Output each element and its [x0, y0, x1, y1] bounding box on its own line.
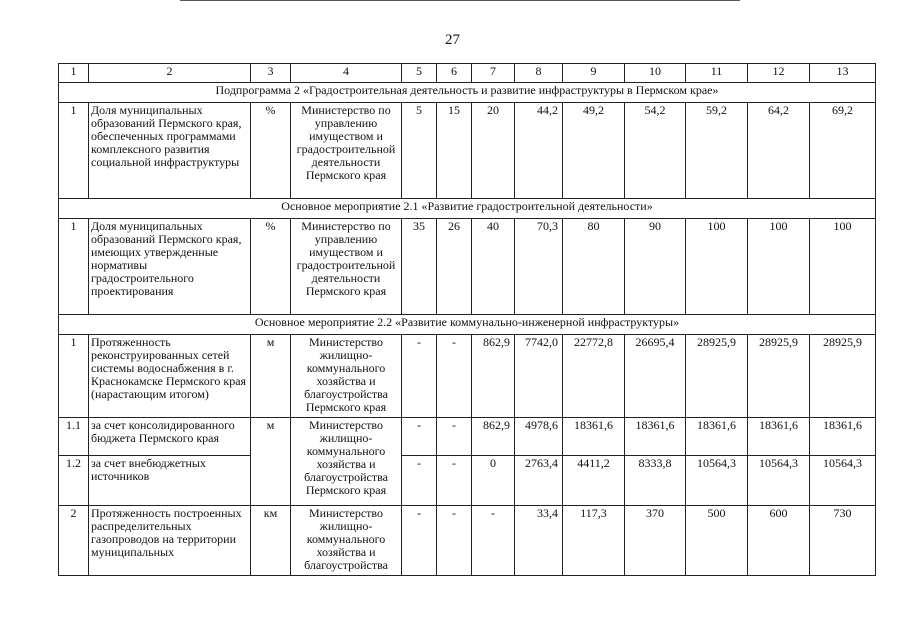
value-cell: -: [402, 506, 437, 576]
value-cell: 10564,3: [810, 456, 876, 506]
value-cell: -: [402, 418, 437, 456]
value-cell: 28925,9: [810, 335, 876, 418]
column-header: 11: [686, 64, 748, 83]
value-cell: 80: [563, 219, 625, 315]
indicator-name: Доля муниципальных образований Пермского края, обеспеченных программами комплексного развития социальной инфраструктуры: [89, 103, 251, 199]
value-cell: 15: [437, 103, 472, 199]
section-row: [59, 199, 876, 219]
indicator-name: за счет консолидированного бюджета Пермского края: [89, 418, 251, 456]
value-cell: -: [437, 456, 472, 506]
value-cell: 0: [472, 456, 515, 506]
value-cell: 28925,9: [748, 335, 810, 418]
value-cell: 90: [625, 219, 686, 315]
value-cell: 2763,4: [515, 456, 563, 506]
value-cell: 70,3: [515, 219, 563, 315]
table-row: [59, 506, 876, 576]
column-header: 10: [625, 64, 686, 83]
column-header: 5: [402, 64, 437, 83]
value-cell: 49,2: [563, 103, 625, 199]
value-cell: 100: [686, 219, 748, 315]
responsible-org: Министерство жилищно-коммунального хозяйства и благоустройства Пермского края: [291, 418, 402, 506]
indicator-name: за счет внебюджетных источников: [89, 456, 251, 506]
column-header-row: [59, 64, 876, 83]
column-header: 13: [810, 64, 876, 83]
section-row: [59, 83, 876, 103]
value-cell: 20: [472, 103, 515, 199]
value-cell: 4411,2: [563, 456, 625, 506]
table-row: [59, 103, 876, 199]
value-cell: 18361,6: [625, 418, 686, 456]
value-cell: 69,2: [810, 103, 876, 199]
column-header: 8: [515, 64, 563, 83]
row-number: 1: [59, 335, 89, 418]
section-title-subprogram-2: Подпрограмма 2 «Градостроительная деятельность и развитие инфраструктуры в Пермском крае»: [59, 83, 876, 103]
unit: %: [251, 103, 291, 199]
value-cell: 18361,6: [563, 418, 625, 456]
responsible-org: Министерство по управлению имуществом и градостроительной деятельности Пермского края: [291, 219, 402, 315]
value-cell: -: [437, 418, 472, 456]
value-cell: 4978,6: [515, 418, 563, 456]
row-number: 1.2: [59, 456, 89, 506]
value-cell: 100: [748, 219, 810, 315]
value-cell: 730: [810, 506, 876, 576]
value-cell: -: [472, 506, 515, 576]
responsible-org: Министерство жилищно-коммунального хозяйства и благоустройства Пермского края: [291, 335, 402, 418]
column-header: 9: [563, 64, 625, 83]
value-cell: 8333,8: [625, 456, 686, 506]
value-cell: 40: [472, 219, 515, 315]
row-number: 2: [59, 506, 89, 576]
table-row: [59, 335, 876, 418]
section-title-activity-2-1: Основное мероприятие 2.1 «Развитие градостроительной деятельности»: [59, 199, 876, 219]
row-number: 1.1: [59, 418, 89, 456]
value-cell: 33,4: [515, 506, 563, 576]
column-header: 3: [251, 64, 291, 83]
indicator-name: Протяженность построенных распределительных газопроводов на территории муниципальных: [89, 506, 251, 576]
row-number: 1: [59, 103, 89, 199]
column-header: 6: [437, 64, 472, 83]
column-header: 12: [748, 64, 810, 83]
unit: м: [251, 335, 291, 418]
value-cell: 5: [402, 103, 437, 199]
value-cell: 7742,0: [515, 335, 563, 418]
column-header: 7: [472, 64, 515, 83]
value-cell: 26695,4: [625, 335, 686, 418]
value-cell: -: [437, 506, 472, 576]
value-cell: 10564,3: [686, 456, 748, 506]
responsible-org: Министерство по управлению имуществом и градостроительной деятельности Пермского края: [291, 103, 402, 199]
value-cell: 26: [437, 219, 472, 315]
value-cell: 59,2: [686, 103, 748, 199]
value-cell: 44,2: [515, 103, 563, 199]
indicator-name: Протяженность реконструированных сетей системы водоснабжения в г. Краснокамске Пермского края (нарастающим итогом): [89, 335, 251, 418]
unit: %: [251, 219, 291, 315]
value-cell: 18361,6: [748, 418, 810, 456]
unit: км: [251, 506, 291, 576]
value-cell: 22772,8: [563, 335, 625, 418]
section-row: [59, 315, 876, 335]
indicator-name: Доля муниципальных образований Пермского края, имеющих утвержденные нормативы градостроительного проектирования: [89, 219, 251, 315]
value-cell: 54,2: [625, 103, 686, 199]
page-number: 27: [445, 32, 460, 48]
value-cell: 600: [748, 506, 810, 576]
value-cell: 10564,3: [748, 456, 810, 506]
column-header: 2: [89, 64, 251, 83]
value-cell: 100: [810, 219, 876, 315]
value-cell: 862,9: [472, 418, 515, 456]
table-row: [59, 456, 876, 506]
value-cell: -: [437, 335, 472, 418]
value-cell: 35: [402, 219, 437, 315]
value-cell: 64,2: [748, 103, 810, 199]
unit: м: [251, 418, 291, 506]
value-cell: 117,3: [563, 506, 625, 576]
column-header: 1: [59, 64, 89, 83]
table-row: [59, 418, 876, 456]
value-cell: 18361,6: [810, 418, 876, 456]
row-number: 1: [59, 219, 89, 315]
value-cell: 862,9: [472, 335, 515, 418]
top-rule: [180, 0, 740, 1]
value-cell: 28925,9: [686, 335, 748, 418]
value-cell: -: [402, 456, 437, 506]
indicators-table: [58, 63, 876, 576]
section-title-activity-2-2: Основное мероприятие 2.2 «Развитие коммунально-инженерной инфраструктуры»: [59, 315, 876, 335]
column-header: 4: [291, 64, 402, 83]
value-cell: 370: [625, 506, 686, 576]
table-row: [59, 219, 876, 315]
value-cell: 18361,6: [686, 418, 748, 456]
responsible-org: Министерство жилищно-коммунального хозяйства и благоустройства: [291, 506, 402, 576]
value-cell: -: [402, 335, 437, 418]
value-cell: 500: [686, 506, 748, 576]
